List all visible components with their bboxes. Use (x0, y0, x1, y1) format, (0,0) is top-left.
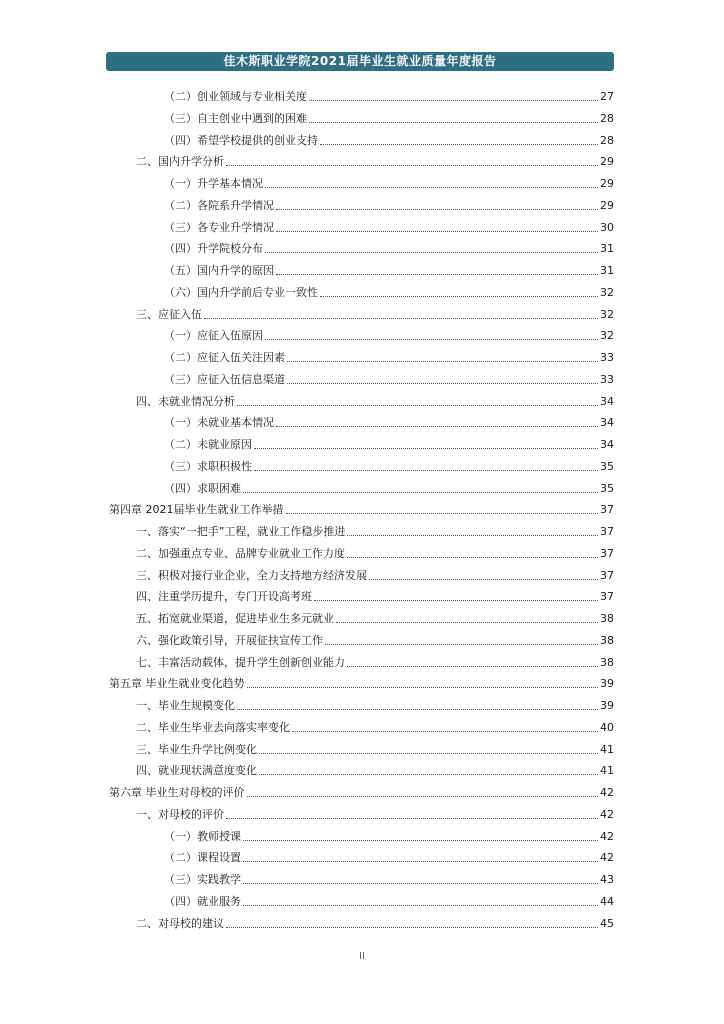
toc-entry-page: 32 (600, 307, 614, 321)
toc-entry-label: （六）国内升学前后专业一致性 (164, 285, 318, 299)
toc-entry-label: 二、对母校的建议 (136, 916, 224, 930)
toc-dot-leader (247, 796, 599, 797)
toc-entry-page: 29 (600, 177, 614, 190)
toc-entry-page: 31 (600, 242, 614, 256)
toc-dot-leader (226, 818, 598, 819)
toc-entry-label: 二、国内升学分析 (136, 155, 224, 169)
toc-entry[interactable] (136, 610, 614, 626)
toc-entry-page: 28 (600, 111, 614, 125)
toc-entry-page: 40 (600, 720, 614, 734)
toc-dot-leader (276, 274, 598, 275)
toc-entry[interactable] (109, 784, 614, 800)
toc-entry-page: 29 (600, 155, 614, 169)
toc-entry-page: 28 (600, 133, 614, 147)
toc-entry[interactable] (164, 893, 614, 909)
toc-entry-page: 42 (600, 807, 614, 821)
toc-entry[interactable] (164, 132, 614, 148)
toc-entry[interactable] (136, 306, 614, 322)
toc-entry[interactable] (164, 284, 614, 300)
toc-entry[interactable] (136, 588, 614, 604)
toc-entry[interactable] (136, 523, 614, 539)
toc-dot-leader (276, 426, 598, 427)
toc-entry-label: （四）希望学校提供的创业支持 (164, 133, 318, 147)
toc-entry-label: 第六章 毕业生对母校的评价 (109, 786, 245, 799)
toc-entry-label: （四）就业服务 (164, 894, 241, 908)
toc-entry-page: 45 (600, 916, 614, 930)
toc-entry[interactable] (164, 458, 614, 474)
toc-dot-leader (204, 318, 598, 319)
toc-entry-label: 第四章 2021届毕业生就业工作举措 (109, 503, 284, 517)
toc-dot-leader (309, 100, 598, 101)
toc-entry-page: 37 (600, 546, 614, 560)
toc-entry[interactable] (136, 632, 614, 648)
toc-dot-leader (286, 513, 599, 514)
toc-entry-label: 七、丰富活动载体，提升学生创新创业能力 (136, 655, 345, 669)
toc-entry-page: 35 (600, 459, 614, 473)
toc-entry-page: 31 (600, 264, 614, 277)
toc-dot-leader (314, 600, 598, 601)
toc-entry-label: （三）求职积极性 (164, 459, 252, 473)
toc-entry-label: 一、毕业生规模变化 (136, 699, 235, 712)
toc-dot-leader (287, 361, 598, 362)
toc-entry[interactable] (164, 240, 614, 256)
toc-entry-page: 35 (600, 481, 614, 495)
toc-entry-page: 34 (600, 416, 614, 430)
toc-entry-page: 30 (600, 220, 614, 234)
toc-dot-leader (243, 883, 598, 884)
toc-entry-label: （三）各专业升学情况 (164, 220, 274, 234)
toc-dot-leader (259, 753, 598, 754)
toc-entry-label: （一）未就业基本情况 (164, 416, 274, 430)
toc-dot-leader (265, 187, 598, 188)
toc-entry-page: 34 (600, 394, 614, 408)
toc-dot-leader (265, 339, 598, 340)
toc-dot-leader (276, 231, 598, 232)
toc-entry[interactable] (164, 849, 614, 865)
toc-entry[interactable] (136, 654, 614, 670)
toc-dot-leader (320, 144, 598, 145)
toc-entry-page: 33 (600, 372, 614, 386)
toc-dot-leader (254, 470, 598, 471)
toc-entry-label: （四）求职困难 (164, 481, 241, 495)
toc-entry-page: 37 (600, 590, 614, 604)
toc-entry-page: 39 (600, 699, 614, 712)
toc-dot-leader (247, 687, 599, 688)
toc-entry-label: 一、落实“一把手”工程，就业工作稳步推进 (136, 525, 346, 538)
toc-entry[interactable] (136, 697, 614, 713)
toc-entry-page: 39 (600, 677, 614, 691)
toc-entry[interactable] (136, 762, 614, 778)
toc-entry-label: （二）各院系升学情况 (164, 198, 274, 212)
toc-entry[interactable] (136, 806, 614, 822)
page-number: II (359, 951, 365, 962)
toc-entry-label: 第五章 毕业生就业变化趋势 (109, 677, 245, 691)
toc-dot-leader (347, 535, 598, 536)
toc-entry-label: （一）升学基本情况 (164, 177, 263, 190)
toc-entry-page: 29 (600, 198, 614, 212)
toc-dot-leader (292, 731, 598, 732)
toc-entry-label: （五）国内升学的原因 (164, 264, 274, 277)
toc-entry-page: 34 (600, 438, 614, 451)
toc-entry-page: 38 (600, 633, 614, 647)
toc-entry-label: （一）教师授课 (164, 829, 241, 843)
toc-entry-label: 四、未就业情况分析 (136, 394, 235, 408)
toc-entry[interactable] (109, 675, 614, 691)
toc-entry-label: 四、就业现状满意度变化 (136, 764, 257, 778)
toc-entry[interactable] (164, 349, 614, 365)
toc-dot-leader (347, 666, 598, 667)
toc-entry-label: （四）升学院校分布 (164, 242, 263, 256)
toc-entry-page: 43 (600, 873, 614, 886)
toc-entry[interactable] (136, 545, 614, 561)
toc-entry-page: 42 (600, 829, 614, 843)
toc-entry-label: 四、注重学历提升，专门开设高考班 (136, 590, 312, 604)
toc-entry-page: 27 (600, 90, 614, 103)
toc-entry[interactable] (136, 567, 614, 583)
toc-dot-leader (320, 296, 598, 297)
toc-entry[interactable] (164, 436, 614, 452)
toc-dot-leader (226, 165, 598, 166)
toc-entry[interactable] (164, 219, 614, 235)
toc-entry-page: 42 (600, 786, 614, 799)
toc-entry-page: 37 (600, 503, 614, 517)
toc-entry-label: 二、加强重点专业、品牌专业就业工作力度 (136, 546, 345, 560)
toc-dot-leader (265, 252, 598, 253)
toc-dot-leader (369, 579, 598, 580)
toc-entry[interactable] (164, 197, 614, 213)
toc-dot-leader (237, 709, 598, 710)
toc-dot-leader (243, 492, 598, 493)
toc-entry[interactable] (164, 88, 614, 104)
toc-entry[interactable] (164, 480, 614, 496)
toc-entry-label: 三、积极对接行业企业，全力支持地方经济发展 (136, 568, 367, 582)
toc-dot-leader (347, 557, 598, 558)
toc-entry-label: 三、应征入伍 (136, 307, 202, 321)
toc-entry-label: 五、拓宽就业渠道，促进毕业生多元就业 (136, 612, 334, 625)
toc-entry[interactable] (164, 371, 614, 387)
toc-entry-label: （三）实践教学 (164, 873, 241, 886)
toc-entry-page: 41 (600, 742, 614, 756)
toc-entry-page: 37 (600, 525, 614, 538)
toc-entry-label: （三）应征入伍信息渠道 (164, 372, 285, 386)
toc-entry[interactable] (164, 262, 614, 278)
toc-entry-page: 42 (600, 851, 614, 865)
toc-entry[interactable] (164, 414, 614, 430)
toc-dot-leader (243, 861, 598, 862)
toc-dot-leader (259, 774, 598, 775)
toc-dot-leader (309, 122, 598, 123)
toc-entry[interactable] (164, 871, 614, 887)
toc-dot-leader (325, 644, 598, 645)
toc-dot-leader (243, 905, 598, 906)
toc-entry-label: 一、对母校的评价 (136, 807, 224, 821)
toc-entry-label: 二、毕业生毕业去向落实率变化 (136, 720, 290, 734)
toc-dot-leader (287, 383, 598, 384)
toc-entry-label: （一）应征入伍原因 (164, 329, 263, 343)
toc-entry[interactable] (164, 828, 614, 844)
toc-entry[interactable] (136, 153, 614, 169)
toc-entry[interactable] (164, 110, 614, 126)
toc-entry-page: 38 (600, 612, 614, 625)
toc-entry[interactable] (164, 175, 614, 191)
toc-dot-leader (226, 927, 598, 928)
toc-dot-leader (237, 405, 598, 406)
page-header-title: 佳木斯职业学院2021届毕业生就业质量年度报告 (106, 52, 614, 71)
toc-entry[interactable] (109, 501, 614, 517)
toc-entry-page: 44 (600, 894, 614, 908)
toc-entry-page: 32 (600, 285, 614, 299)
toc-entry[interactable] (136, 741, 614, 757)
toc-entry-label: 六、强化政策引导，开展征扶宣传工作 (136, 633, 323, 647)
toc-entry[interactable] (136, 719, 614, 735)
toc-entry-label: （二）课程设置 (164, 851, 241, 865)
toc-entry-label: （二）创业领域与专业相关度 (164, 90, 307, 103)
toc-dot-leader (243, 840, 598, 841)
toc-dot-leader (254, 448, 598, 449)
toc-entry-label: （二）应征入伍关注因素 (164, 351, 285, 364)
toc-dot-leader (276, 209, 598, 210)
toc-entry-page: 37 (600, 568, 614, 582)
toc-entry-page: 41 (600, 764, 614, 778)
toc-entry-label: （二）未就业原因 (164, 438, 252, 451)
toc-entry-page: 38 (600, 655, 614, 669)
toc-entry-page: 32 (600, 329, 614, 343)
toc-dot-leader (336, 622, 598, 623)
toc-entry-label: 三、毕业生升学比例变化 (136, 742, 257, 756)
toc-entry-label: （三）自主创业中遇到的困难 (164, 111, 307, 125)
toc-entry[interactable] (136, 915, 614, 931)
toc-entry[interactable] (136, 393, 614, 409)
toc-entry[interactable] (164, 327, 614, 343)
toc-entry-page: 33 (600, 351, 614, 364)
